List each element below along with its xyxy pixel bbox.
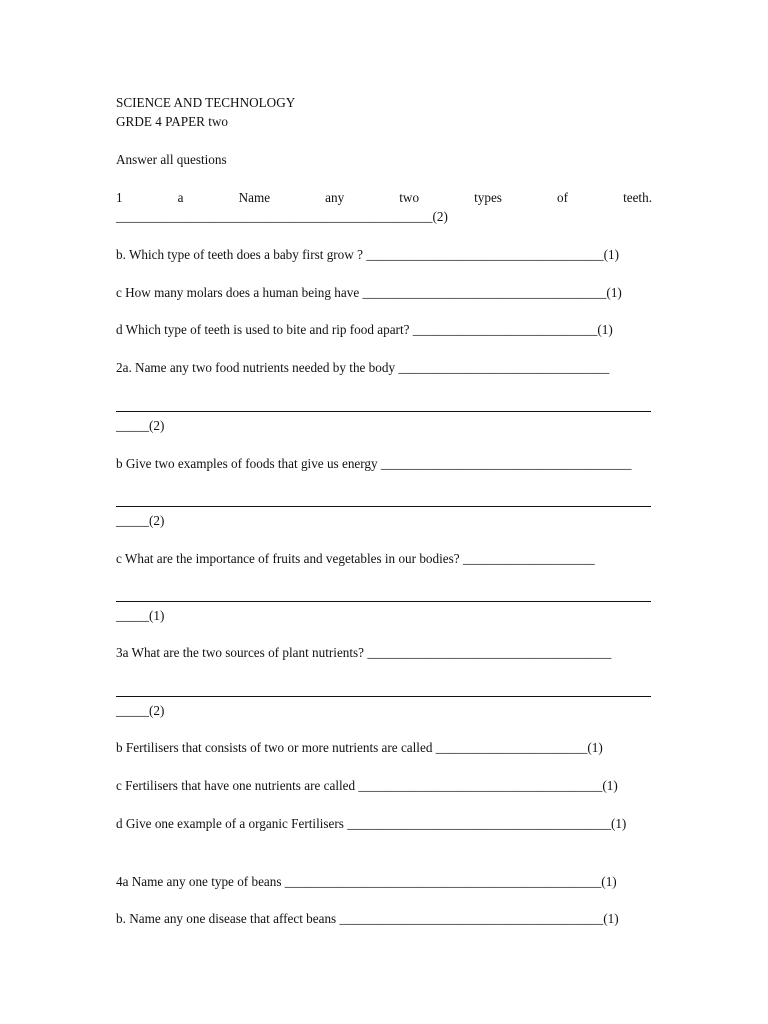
answer-rule[interactable] bbox=[116, 411, 651, 412]
question-4b[interactable]: b. Name any one disease that affect beans ________________________________________(1) bbox=[116, 911, 619, 926]
answer-rule[interactable] bbox=[116, 696, 651, 697]
question-2a-answer-tail[interactable]: _____(2) bbox=[116, 418, 165, 433]
question-1a-word: a bbox=[177, 190, 184, 205]
question-3d[interactable]: d Give one example of a organic Fertilisers ________________________________________(1) bbox=[116, 816, 627, 831]
subject-title: SCIENCE AND TECHNOLOGY bbox=[116, 95, 296, 110]
question-1a-word: Name bbox=[238, 190, 271, 205]
question-2a[interactable]: 2a. Name any two food nutrients needed by the body ________________________________ bbox=[116, 360, 610, 375]
question-1a-word: types bbox=[474, 190, 502, 205]
answer-rule[interactable] bbox=[116, 601, 651, 602]
question-1d[interactable]: d Which type of teeth is used to bite and rip food apart? ____________________________(1) bbox=[116, 322, 613, 337]
question-1a-answer-line[interactable]: ________________________________________________(2) bbox=[116, 209, 448, 224]
question-1a-word: any bbox=[325, 190, 345, 205]
question-3a[interactable]: 3a What are the two sources of plant nutrients? _____________________________________ bbox=[116, 645, 612, 660]
question-2c-answer-tail[interactable]: _____(1) bbox=[116, 608, 165, 623]
question-3c[interactable]: c Fertilisers that have one nutrients are called _____________________________________(1) bbox=[116, 778, 618, 793]
question-1c[interactable]: c How many molars does a human being have _____________________________________(1) bbox=[116, 285, 622, 300]
question-1a-word: 1 bbox=[116, 190, 123, 205]
question-1a bbox=[116, 190, 652, 206]
answer-rule[interactable] bbox=[116, 506, 651, 507]
question-2b[interactable]: b Give two examples of foods that give us energy ______________________________________ bbox=[116, 456, 632, 471]
question-2c[interactable]: c What are the importance of fruits and vegetables in our bodies? ____________________ bbox=[116, 551, 595, 566]
question-1a-word: two bbox=[399, 190, 420, 205]
question-3b[interactable]: b Fertilisers that consists of two or more nutrients are called _______________________(1) bbox=[116, 740, 603, 755]
question-2b-answer-tail[interactable]: _____(2) bbox=[116, 513, 165, 528]
question-1a-word: teeth. bbox=[623, 190, 652, 205]
question-1b[interactable]: b. Which type of teeth does a baby first grow ? ____________________________________(1) bbox=[116, 247, 619, 262]
question-1a-word: of bbox=[557, 190, 568, 205]
instruction: Answer all questions bbox=[116, 152, 227, 167]
question-3a-answer-tail[interactable]: _____(2) bbox=[116, 703, 165, 718]
question-4a[interactable]: 4a Name any one type of beans ________________________________________________(1) bbox=[116, 874, 617, 889]
grade-paper-title: GRDE 4 PAPER two bbox=[116, 114, 228, 129]
